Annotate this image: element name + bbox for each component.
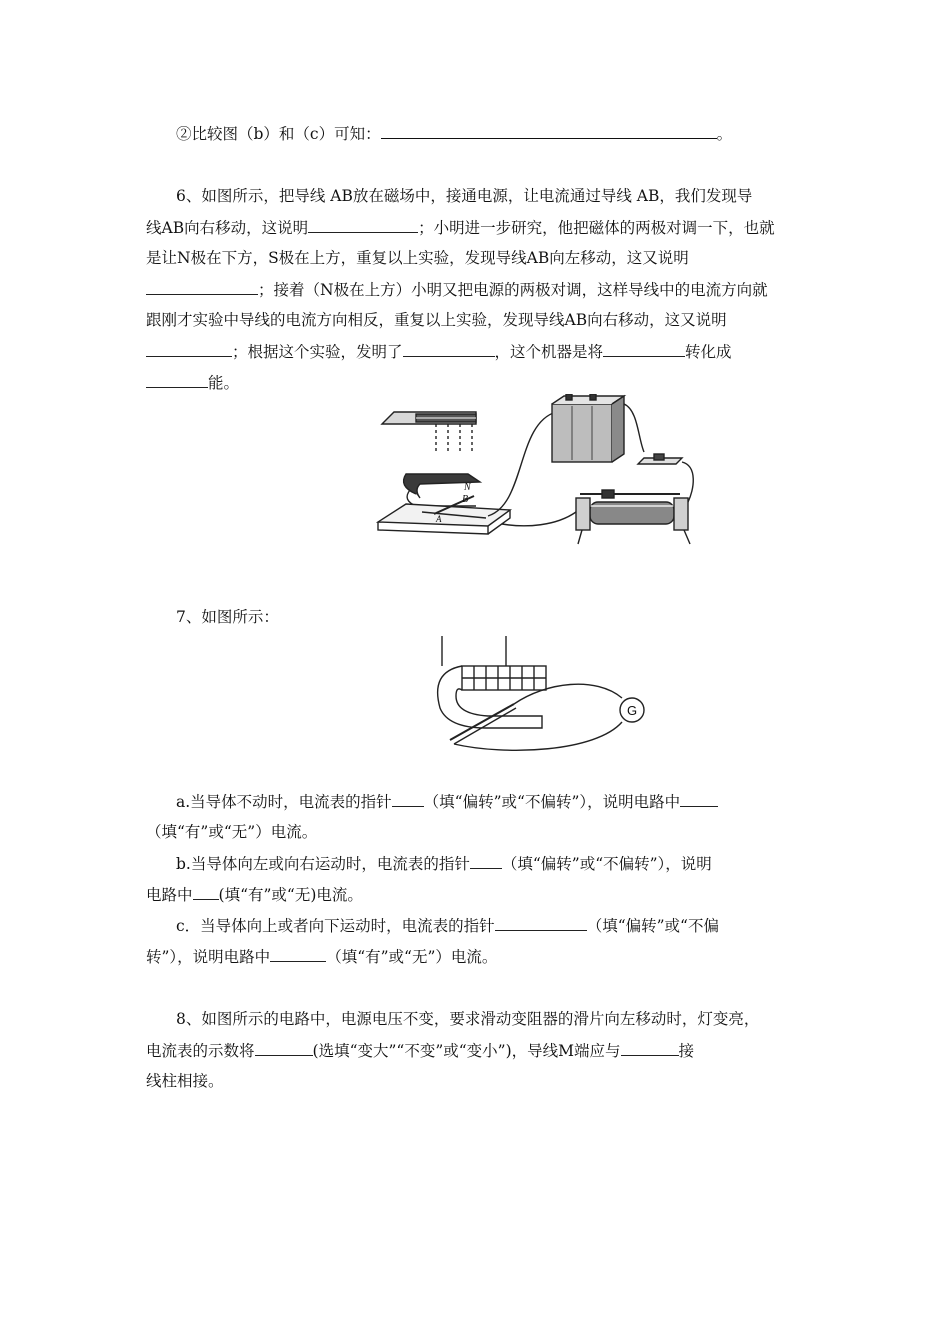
q7-c-text-1: c．当导体向上或者向下运动时，电流表的指针: [176, 917, 495, 935]
q8-line-1: [176, 1008, 759, 1030]
q6-text-1: 6、如图所示，把导线 AB放在磁场中，接通电源，让电流通过导线 AB，我们发现导: [176, 187, 753, 205]
q8-text-5: 线柱相接。: [146, 1072, 224, 1090]
q7-c-line-1: [176, 914, 719, 937]
q6-blank-2[interactable]: [146, 278, 258, 295]
q6-blank-5[interactable]: [603, 340, 685, 357]
q6-text-2: 线AB向右移动，这说明: [146, 219, 309, 237]
q6-text-5: ；接着（N极在上方）小明又把电源的两极对调，这样导线中的电流方向就: [258, 281, 768, 299]
q6-line-2: [146, 216, 775, 239]
q7-a-line-2: [146, 821, 317, 843]
q6-line-4: [146, 278, 768, 301]
q8-blank-1[interactable]: [255, 1039, 313, 1056]
q7-title: [176, 606, 279, 628]
q7-b-line-1: [176, 852, 712, 875]
q6-text-7: ；根据这个实验，发明了: [232, 343, 403, 361]
q6-text-3: ；小明进一步研究，他把磁体的两极对调一下，也就: [418, 219, 775, 237]
q6-text-8: ，这个机器是将: [494, 343, 604, 361]
label-b: B: [462, 494, 469, 505]
q6-blank-6[interactable]: [146, 371, 208, 388]
q5-text: ②比较图（b）和（c）可知：: [176, 125, 381, 143]
q7-b-line-2: [146, 883, 363, 906]
q7-title-text: 7、如图所示：: [176, 608, 279, 626]
q6-blank-3[interactable]: [146, 340, 232, 357]
q8-text-3: (选填“变大”“不变”或“变小”)，导线M端应与: [312, 1042, 621, 1060]
label-n: N: [464, 482, 471, 493]
q8-text-2: 电流表的示数将: [146, 1042, 255, 1060]
q5-line: [176, 122, 732, 145]
q7-c-line-2: [146, 945, 497, 968]
q6-text-4: 是让N极在下方，S极在上方，重复以上实验，发现导线AB向左移动，这又说明: [146, 249, 689, 267]
q7-galvanometer-figure: [426, 636, 656, 756]
q7-c-blank-1[interactable]: [495, 914, 587, 931]
q7-c-text-2: （填“偏转”或“不偏: [586, 917, 719, 935]
q6-blank-4[interactable]: [403, 340, 495, 357]
q6-line-1: [176, 185, 752, 207]
q7-b-text-1: b.当导体向左或向右运动时，电流表的指针: [176, 855, 470, 873]
q5-answer-blank[interactable]: [381, 122, 717, 139]
q6-text-6: 跟刚才实验中导线的电流方向相反，重复以上实验，发现导线AB向右移动，这又说明: [146, 311, 727, 329]
q6-line-6: [146, 340, 732, 363]
q8-text-1: 8、如图所示的电路中，电源电压不变，要求滑动变阻器的滑片向左移动时，灯变亮，: [176, 1010, 760, 1028]
q7-a-text-3: （填“有”或“无”）电流。: [146, 823, 318, 841]
label-a: A: [436, 514, 442, 524]
q7-b-blank-1[interactable]: [470, 852, 502, 869]
q7-b-text-2: （填“偏转”或“不偏转”），说明: [501, 855, 712, 873]
q6-line-3: [146, 247, 689, 269]
galvanometer-label: G: [627, 703, 638, 718]
q8-line-3: [146, 1070, 224, 1092]
q6-line-5: [146, 309, 727, 331]
q7-a-text-2: （填“偏转”或“不偏转”），说明电路中: [423, 793, 681, 811]
q7-a-line-1: [176, 790, 718, 813]
q6-apparatus-figure: [376, 394, 716, 554]
q7-c-blank-2[interactable]: [270, 945, 326, 962]
q5-end: 。: [716, 125, 733, 143]
q8-text-4: 接: [678, 1042, 695, 1060]
q7-b-blank-2[interactable]: [193, 883, 219, 900]
q7-a-blank-1[interactable]: [392, 790, 424, 807]
q6-line-7: [146, 371, 239, 394]
q6-blank-1[interactable]: [308, 216, 418, 233]
q7-b-text-4: (填“有”或“无)电流。: [218, 886, 363, 904]
q7-a-text-1: a.当导体不动时，电流表的指针: [176, 793, 392, 811]
q7-c-text-4: （填“有”或“无”）电流。: [326, 948, 498, 966]
q7-b-text-3: 电路中: [146, 886, 193, 904]
q6-text-9: 转化成: [685, 343, 732, 361]
q6-text-10: 能。: [208, 374, 240, 392]
q7-c-text-3: 转”），说明电路中: [146, 948, 271, 966]
q8-line-2: [146, 1039, 694, 1062]
q7-a-blank-2[interactable]: [680, 790, 718, 807]
q8-blank-2[interactable]: [621, 1039, 679, 1056]
